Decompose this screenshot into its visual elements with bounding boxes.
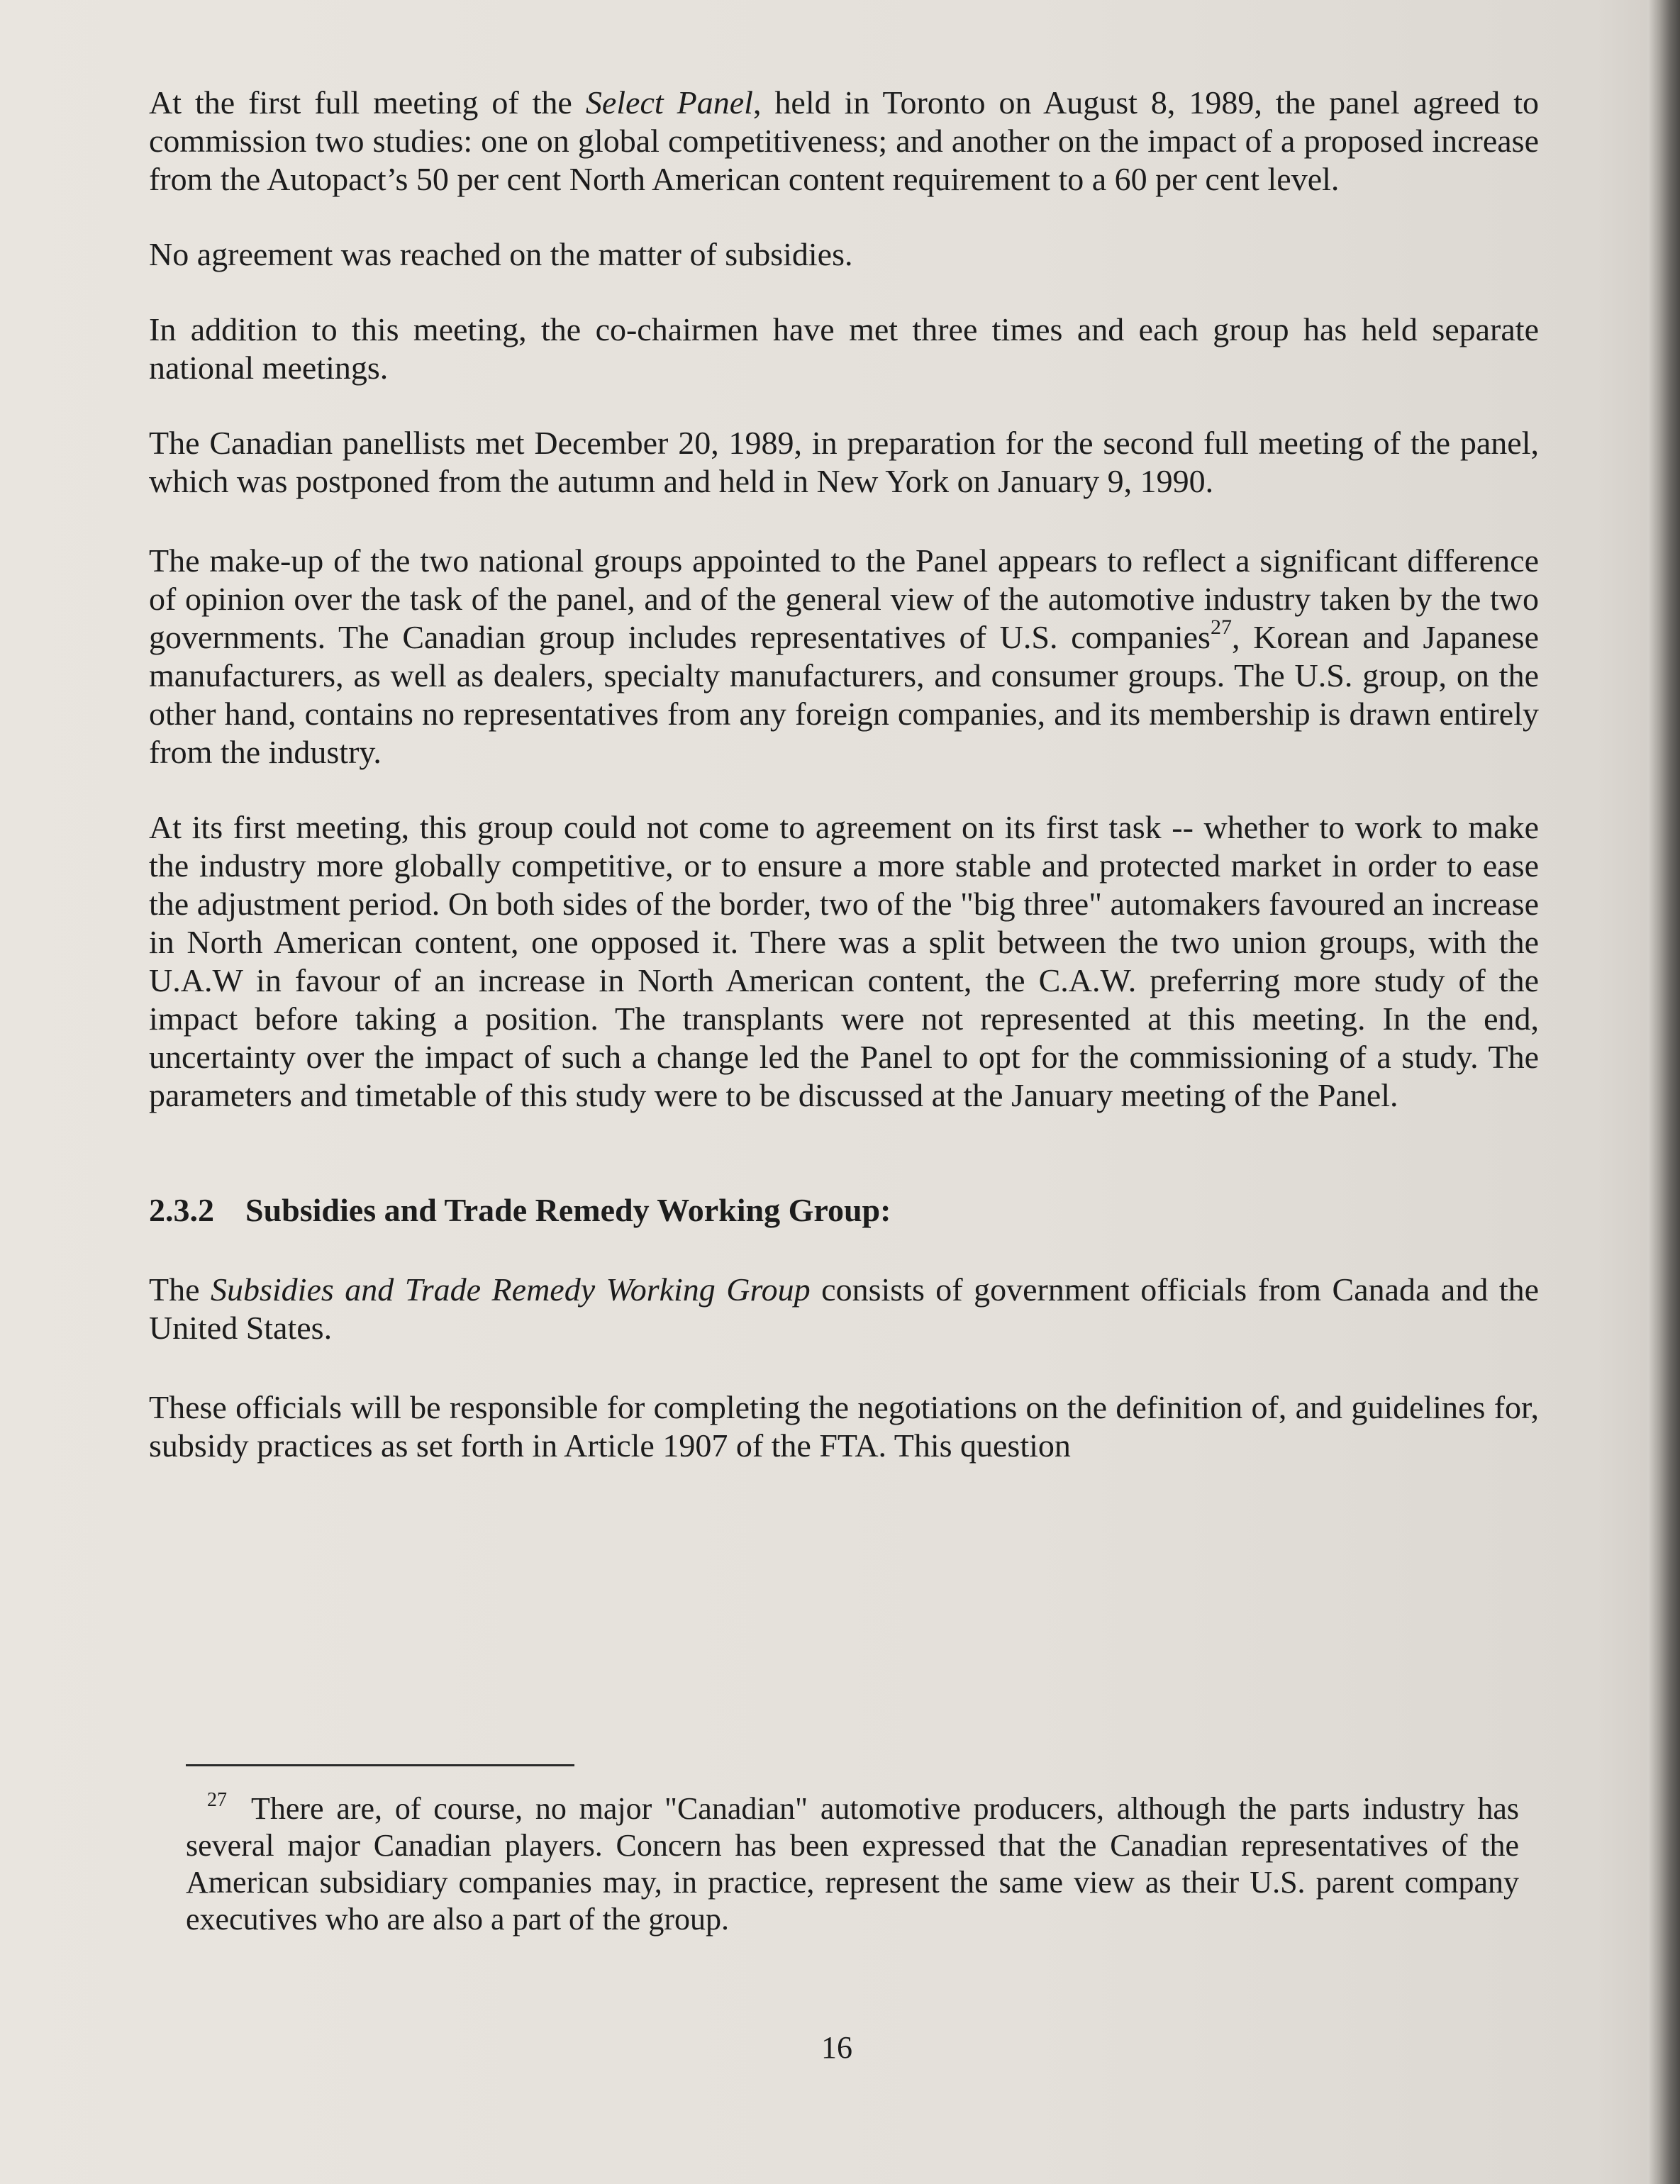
section-number: 2.3.2 <box>149 1192 214 1228</box>
paragraph-text: , Korean and Japanese manufacturers, as well as dealers, specialty manufacturers, and consumer groups. The U.S. group, on the other hand, contains no representatives from any foreign companies, and its membership is drawn entirely from the industry. <box>149 619 1540 770</box>
section-title: Subsidies and Trade Remedy Working Group: <box>245 1192 891 1228</box>
paragraph-officials-responsibility: These officials will be responsible for completing the negotiations on the definition of, and guidelines for, subsidy practices as set forth in Article 1907 of the FTA. This question <box>149 1389 1539 1464</box>
page-number: 16 <box>821 2030 852 2065</box>
paragraph-co-chairmen-meetings: In addition to this meeting, the co-chairmen have met three times and each group has held separate national meetings. <box>149 311 1539 386</box>
page-binding-edge <box>1647 0 1680 2184</box>
paragraph-text: The make-up of the two national groups appointed to the Panel appears to reflect a significant difference of opinion over the task of the panel, and of the general view of the automotive industry taken by the two governments. The Canadian group includes representatives of U.S. companies <box>149 542 1539 655</box>
paragraph-canadian-panellists: The Canadian panellists met December 20, 1989, in preparation for the second full meeting of the panel, which was postponed from the autumn and held in New York on January 9, 1990. <box>149 425 1539 499</box>
paragraph-select-panel-meeting <box>149 84 1539 199</box>
italic-term-working-group: Subsidies and Trade Remedy Working Group <box>211 1271 811 1308</box>
paragraph-national-groups <box>149 542 1539 771</box>
italic-term-select-panel: Select Panel <box>585 84 753 121</box>
footnote: 27 There are, of course, no major "Canadian" automotive producers, although the parts industry has several major Canadian players. Concern has been expressed that the Canadian representatives of the American subsidiary companies may, in practice, represent the same view as their U.S. parent company executives who are also a part of the group. <box>186 1789 1519 1937</box>
paragraph-text: , held in Toronto on August 8, 1989, the panel agreed to commission two studies: one on global competitiveness; and another on the impact of a proposed increase from the Autopact’s 50 per cent North American content requirement to a 60 per cent level. <box>149 84 1540 197</box>
paragraph-text: consists of government officials from Canada and the United States. <box>149 1271 1540 1346</box>
paragraph-first-meeting-task: At its first meeting, this group could not come to agreement on its first task -- whether to work to make the industry more globally competitive, or to ensure a more stable and protected market in order to ease the adjustment period. On both sides of the border, two of the "big three" automakers favoured an increase in North American content, one opposed it. There was a split between the two union groups, with the U.A.W in favour of an increase in North American content, the C.A.W. preferring more study of the impact before taking a position. The transplants were not represented at this meeting. In the end, uncertainty over the impact of such a change led the Panel to opt for the commissioning of a study. The parameters and timetable of this study were to be discussed at the January meeting of the Panel. <box>149 809 1539 1113</box>
paragraph-subsidies-no-agreement: No agreement was reached on the matter of subsidies. <box>149 236 853 272</box>
footnote-separator <box>186 1764 574 1766</box>
document-body <box>149 84 1539 1465</box>
paragraph-text: At the first full meeting of the <box>149 84 586 121</box>
paragraph-text: The <box>149 1271 211 1308</box>
footnote-text: There are, of course, no major "Canadian" automotive producers, although the parts industry has several major Canadian players. Concern has been expressed that the Canadian representatives of the American subsidiary companies may, in practice, represent the same view as their U.S. parent company executives who are also a part of the group. <box>186 1791 1519 1937</box>
section-heading <box>149 1191 1539 1230</box>
paragraph-working-group-members <box>149 1271 1539 1347</box>
footnote-reference: 27 <box>1210 615 1232 639</box>
